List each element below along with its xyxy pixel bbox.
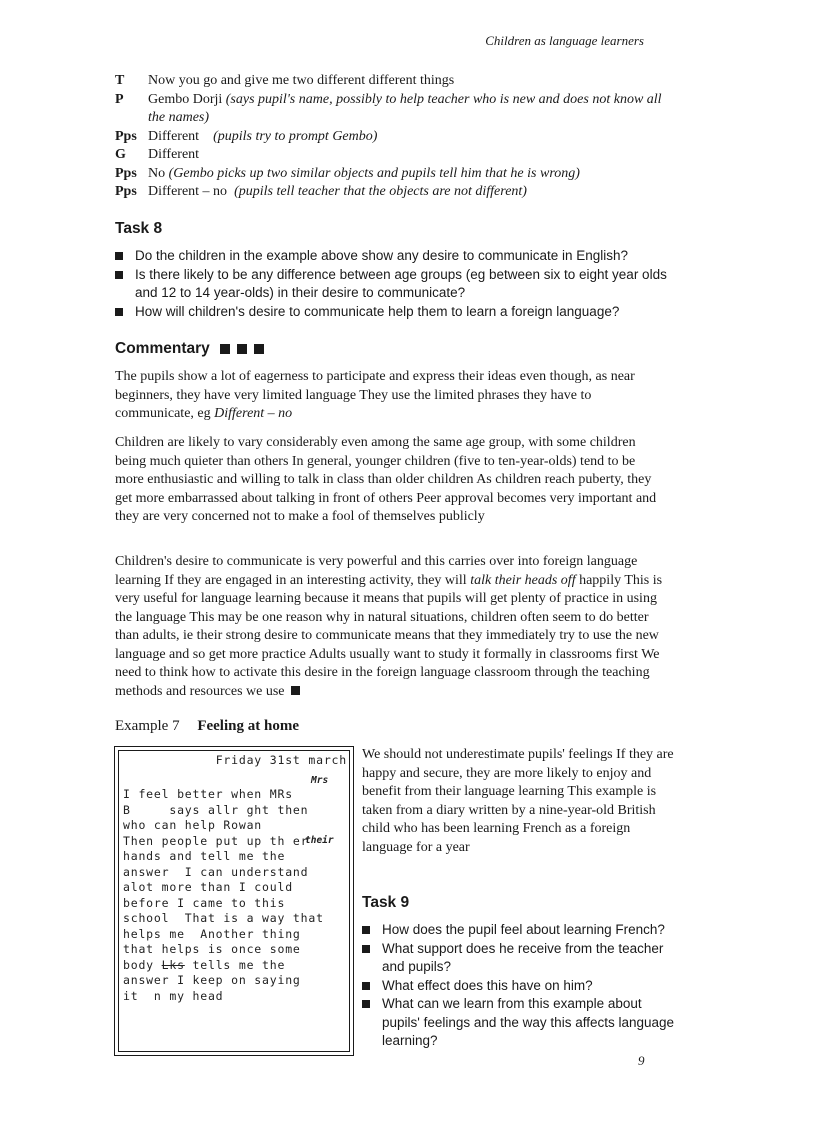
- diary-line: Then people put up th er: [123, 833, 309, 848]
- diary-line-part: tells me the: [184, 957, 286, 972]
- diary-line: that helps is once some: [123, 942, 301, 956]
- dialogue-speaker: P: [115, 91, 124, 107]
- list-item: [362, 921, 680, 940]
- bullet-square-icon: [362, 982, 370, 990]
- diary-line: answer I can understand: [123, 864, 309, 879]
- diary-struck-word: Lks: [161, 957, 185, 972]
- bullet-square-icon: [362, 1000, 370, 1008]
- list-item: [115, 266, 675, 303]
- list-item: [362, 977, 680, 996]
- dialogue-speaker: Pps: [115, 184, 137, 199]
- dialogue-speaker: Pps: [115, 165, 137, 181]
- diary-handwriting: [123, 787, 349, 1004]
- diary-box: [114, 746, 354, 1056]
- list-item-text: What support does he receive from the teacher and pupils?: [382, 940, 664, 974]
- diary-date: Friday 31st march: [215, 753, 347, 767]
- diary-line: answer I keep on saying: [123, 973, 301, 987]
- task9-heading: Task 9: [362, 894, 410, 911]
- commentary-paragraph: [115, 553, 663, 701]
- dialogue-stage-note: (pupils try to prompt Gembo): [213, 128, 378, 144]
- dialogue-speaker: T: [115, 73, 125, 88]
- bullet-square-icon: [115, 308, 123, 316]
- diary-line: helps me Another thing: [123, 926, 301, 941]
- dialogue-line: [115, 128, 675, 147]
- dialogue-speaker: Pps: [115, 128, 137, 144]
- list-item-text: Do the children in the example above show any desire to communicate in English?: [135, 248, 629, 263]
- diary-line: alot more than I could: [123, 880, 293, 894]
- list-item: [115, 247, 675, 266]
- diary-line: I feel better when MRs: [123, 787, 293, 801]
- square-marker-icon: [220, 344, 230, 354]
- example-description: We should not underestimate pupils' feelings If they are happy and secure, they are more likely to enjoy and benefit from their language learning This example is taken from a diary written by a nine-year-old British child who has been learning French as a foreign language for a year: [362, 747, 674, 855]
- dialogue-stage-note: (says pupil's name, possibly to help teacher who is new and does not know all the names): [148, 91, 662, 125]
- paragraph-italic: talk their heads off: [470, 572, 576, 588]
- dialogue-stage-note: (Gembo picks up two similar objects and pupils tell him that he is wrong): [168, 165, 580, 181]
- diary-line: school That is a way that: [123, 911, 324, 925]
- end-mark-icon: [291, 686, 300, 695]
- diary-line: B says allr ght then: [123, 802, 309, 817]
- diary-line: it n my head: [123, 988, 224, 1003]
- list-item-text: What can we learn from this example about pupils' feelings and the way this affects language learning?: [382, 996, 675, 1048]
- dialogue-line: [115, 146, 675, 165]
- task8-heading: Task 8: [115, 220, 163, 237]
- dialogue-text: Different – no: [148, 184, 235, 199]
- list-item-text: How does the pupil feel about learning French?: [382, 922, 665, 937]
- dialogue-line: [115, 165, 675, 184]
- diary-line: who can help Rowan: [123, 818, 263, 832]
- dialogue-transcript: [115, 72, 675, 202]
- bullet-square-icon: [362, 945, 370, 953]
- commentary-paragraph: Children are likely to vary considerably even among the same age group, with some children being much quieter than others In general, younger children (five to ten-year-olds) tend to be more enthusiastic and willing to talk in class than older children As children reach puberty, they get more embarrassed about talking in front of others Peer approval becomes very important and they are very concerned not to make a fool of themselves publicly: [115, 435, 657, 524]
- paragraph-text: happily This is very useful for language learning because it means that pupils will get plenty of practice in using the language This may be one reason why in natural situations, children often seem to do better than adults, ie their strong desire to communicate means that they immediately try to use the new language and so get more practice Adults usually want to study it formally in classrooms first We need to think how to activate this desire in the foreign language classroom through the teaching methods and resources we use: [115, 572, 663, 699]
- example-title-text: Feeling at home: [197, 718, 299, 734]
- paragraph-text: The pupils show a lot of eagerness to participate and express their ideas even though, as near beginners, they have very limited language They use the limited phrases they have to communicate, eg: [115, 369, 635, 421]
- paragraph-italic: Different – no: [214, 406, 293, 421]
- dialogue-text: Now you go and give me two different different things: [148, 73, 455, 88]
- dialogue-stage-note: (pupils tell teacher that the objects are not different): [234, 184, 527, 199]
- list-item-text: How will children's desire to communicate help them to learn a foreign language?: [135, 303, 620, 319]
- square-marker-icon: [237, 344, 247, 354]
- diary-line: [123, 958, 349, 974]
- dialogue-line: [115, 183, 675, 202]
- example-number: Example 7: [115, 718, 180, 734]
- bullet-square-icon: [362, 926, 370, 934]
- list-item-text: Is there likely to be any difference between age groups (eg between six to eight year olds and 12 to 14 year-olds) in their desire to communicate?: [135, 266, 667, 300]
- dialogue-line: [115, 91, 675, 128]
- list-item: [362, 940, 680, 977]
- task9-list: [362, 921, 680, 1051]
- running-head: Children as language learners: [485, 33, 644, 48]
- dialogue-speaker: G: [115, 147, 126, 162]
- example-title: [115, 718, 299, 735]
- list-item: [115, 303, 675, 322]
- list-item-text: What effect does this have on him?: [382, 977, 593, 993]
- bullet-square-icon: [115, 252, 123, 260]
- dialogue-text: Gembo Dorji: [148, 91, 226, 107]
- dialogue-line: [115, 72, 675, 91]
- commentary-heading: [115, 340, 264, 358]
- diary-line-part: body: [123, 957, 162, 972]
- page-number: 9: [638, 1053, 645, 1068]
- bullet-square-icon: [115, 271, 123, 279]
- commentary-paragraph: [115, 368, 663, 424]
- diary-insert-their: their: [305, 835, 334, 846]
- dialogue-text: Different: [148, 147, 200, 162]
- square-marker-icon: [254, 344, 264, 354]
- dialogue-text: No: [148, 165, 169, 181]
- diary-line: hands and tell me the: [123, 849, 286, 863]
- diary-line: before I came to this: [123, 895, 286, 910]
- diary-insert-mrs: Mrs: [311, 775, 329, 786]
- paragraph-text: Children's desire to communicate is very powerful and this carries over into foreign language learning If they are engaged in an interesting activity, they will: [115, 554, 638, 588]
- task8-list: [115, 247, 675, 321]
- commentary-heading-text: Commentary: [115, 340, 210, 357]
- list-item: [362, 995, 680, 1051]
- dialogue-text: Different: [148, 128, 214, 144]
